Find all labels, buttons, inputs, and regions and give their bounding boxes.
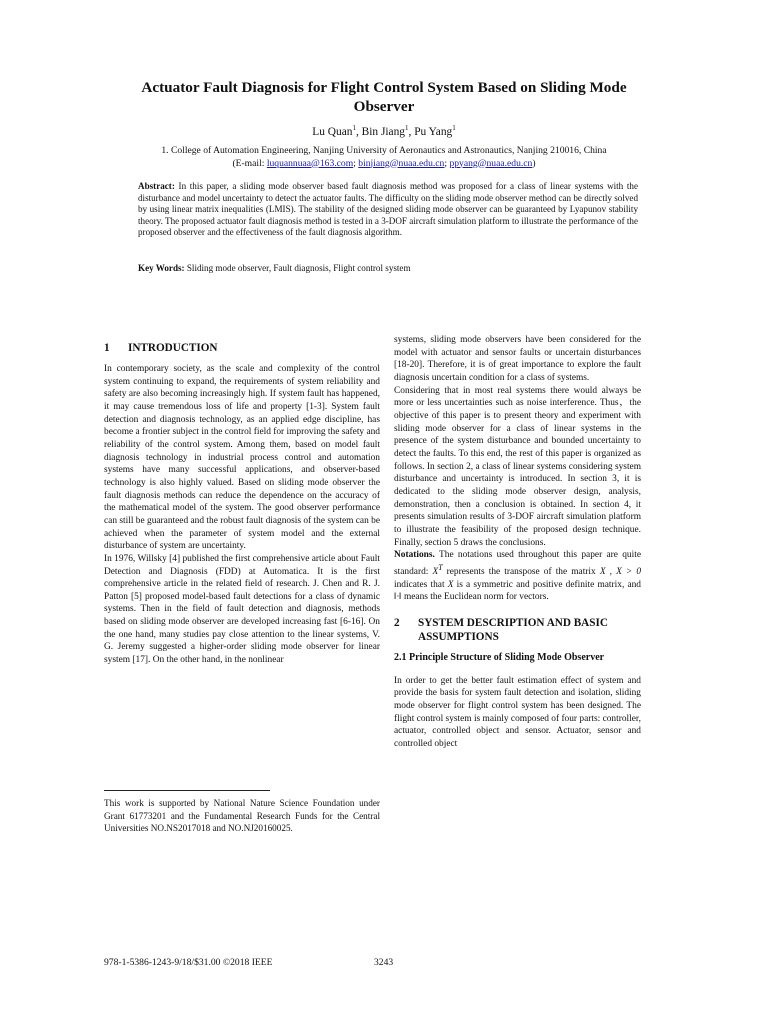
abstract-label: Abstract:	[138, 181, 175, 191]
math-symbol: X	[599, 566, 606, 577]
paragraph: In contemporary society, as the scale and complexity of the control system continuing to expand, the requirements of system reliability and safety are also becoming increasingly high. If system fault has happened, it may cause tremendous loss of life and property [1-3]. System fault detection and diagnosis technology, as an applied edge discipline, has become a frontier subject in the control field for improving the safety and reliability of the control system. Among them, based on model fault diagnosis technology in industrial process control and automation systems have many successful applications, and observer-based technology is also highly valued. Based on sliding mode observer the fault diagnosis methods can reduce the dependence on the accuracy of the mathematical model of the system. The good observer performance can still be guaranteed and the robust fault diagnosis of the system can be achieved when the parameter of system model and the external disturbance of system are uncertainty.	[104, 364, 380, 552]
abstract-text: In this paper, a sliding mode observer based fault diagnosis method was proposed for a class of linear systems with the disturbance and model uncertainty to detect the actuator faults. The difficulty on the sliding mode observer method can be directly solved by using linear matrix inequalities (LMIS). The stability of the designed sliding mode observer can be guaranteed by Lyapunov stability theory. The proposed actuator fault diagnosis method is tested in a 3-DOF aircraft simulation platform to illustrate the performance of the proposed observer and the effectiveness of the fault diagnosis algorithm.	[138, 181, 639, 238]
notations-text: indicates that	[394, 579, 448, 590]
section-title: INTRODUCTION	[128, 342, 218, 354]
affiliation-block	[80, 145, 688, 170]
author-line: Lu Quan$^1$, Bin Jiang$^1$, Pu Yang$^1$	[312, 124, 456, 138]
email-line: (E-mail: luquannuaa@163.com; binjiang@nuaa.edu.cn; ppyang@nuaa.edu.cn)	[232, 157, 536, 169]
author-name: Pu Yang	[414, 125, 453, 138]
author-mark: 1	[452, 124, 456, 132]
notations-text: represents the transpose of the matrix	[442, 566, 600, 577]
math-symbol: X	[447, 579, 454, 590]
email-link[interactable]: ppyang@nuaa.edu.cn	[449, 157, 533, 169]
section-heading	[394, 616, 641, 644]
paper-title: Actuator Fault Diagnosis for Flight Control System Based on Sliding Mode Observer	[141, 79, 627, 115]
email-link[interactable]: luquannuaa@163.com	[266, 157, 354, 169]
notations-label: Notations.	[394, 550, 435, 561]
section-number: 2	[394, 616, 400, 629]
math-symbol: X	[432, 566, 439, 577]
notations-text: ,	[605, 566, 617, 577]
notations-paragraph	[394, 549, 641, 604]
right-column	[394, 334, 641, 751]
section-title: SYSTEM DESCRIPTION AND BASIC ASSUMPTIONS	[418, 616, 608, 643]
email-suffix: )	[532, 157, 536, 169]
section-number: 1	[104, 342, 110, 354]
paragraph: In order to get the better fault estimation effect of system and provide the basis for system fault detection and isolation, sliding mode observer for flight control system has been designed. The flight control system is mainly composed of four parts: controller, actuator, controlled object and sensor. Actuator, sensor and controlled object	[394, 675, 641, 749]
paragraph: In 1976, Willsky [4] published the first comprehensive article about Fault Detection and Diagnosis (FDD) at Automatica. It is the first comprehensive article in the related field of research. J. Chen and R. J. Patton [5] proposed model-based fault detections for a class of dynamic systems. Then in the field of fault detection and diagnosis, methods based on sliding mode observer are developed increasing fast [6-16]. On the one hand, many studies pay close attention to the linear systems, V. G. Jeremy suggested a higher-order sliding mode observer for linear system [17]. On the other hand, in the nonlinear	[104, 553, 380, 666]
paragraph: Considering that in most real systems there would always be more or less uncertainties such as noise interference. Thus，the objective of this paper is to present theory and experiment with sliding mode observer for a class of linear systems in the presence of the system disturbance and bounded uncertainty to detect the faults. To this end, the rest of this paper is organized as follows. In section 2, a class of linear systems considering system disturbance and uncertainty is introduced. In section 3, it is dedicated to the sliding mode observer design, analysis, demonstration, then a conclusion is obtained. In section 4, it presents simulation results of 3-DOF aircraft simulation platform to illustrate the feasibility of the proposed design technique. Finally, section 5 draws the conclusions.	[394, 385, 641, 548]
affiliation: 1. College of Automation Engineering, Nanjing University of Aeronautics and Astronautics, Nanjing 210016, China	[161, 145, 607, 156]
notations-text: is a symmetric and positive definite matrix, and	[453, 579, 641, 590]
keywords-label: Key Words:	[138, 263, 185, 273]
author-mark: 1	[352, 124, 356, 132]
subsection-heading: 2.1 Principle Structure of Sliding Mode Observer	[394, 651, 605, 663]
abstract	[138, 181, 638, 239]
footnote-divider	[104, 790, 270, 791]
copyright-line: 978-1-5386-1243-9/18/$31.00 ©2018 IEEE	[104, 957, 273, 968]
author-name: Lu Quan	[312, 125, 353, 138]
keywords-text: Sliding mode observer, Fault diagnosis, Flight control system	[186, 263, 411, 273]
section-heading	[104, 341, 380, 355]
math-symbol: X > 0	[616, 566, 642, 577]
left-column	[104, 341, 380, 667]
math-superscript: T	[438, 562, 443, 572]
author-mark: 1	[405, 124, 409, 132]
paragraph: systems, sliding mode observers have been considered for the model with actuator and sensor faults or uncertain disturbances [18-20]. Therefore, it is of great importance to explore the fault diagnosis uncertain condition for a class of systems.	[394, 335, 641, 383]
email-link[interactable]: binjiang@nuaa.edu.cn	[358, 157, 445, 169]
page-number: 3243	[374, 957, 394, 968]
notations-text: means the Euclidean norm for vectors.	[401, 592, 549, 603]
notations-text: The notations used throughout this paper are quite standard:	[394, 550, 641, 577]
keywords	[138, 263, 638, 275]
email-prefix: (E-mail:	[232, 157, 267, 169]
author-name: Bin Jiang	[361, 125, 406, 138]
math-symbol: ‖·‖	[394, 592, 402, 603]
funding-footnote: This work is supported by National Nature Science Foundation under Grant 61773201 and the Fundamental Research Funds for the Central Universities NO.NS2017018 and NO.NJ20160025.	[104, 798, 380, 834]
